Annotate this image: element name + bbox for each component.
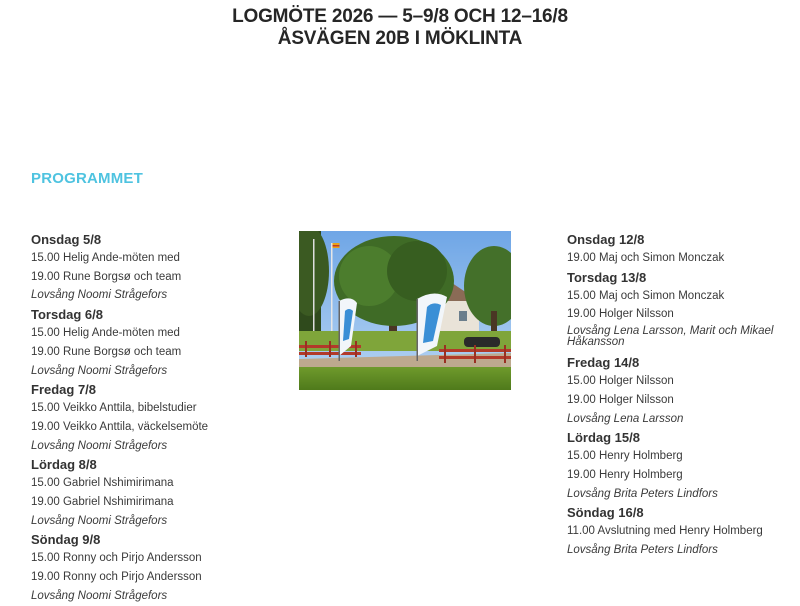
page-title-line-2: ÅSVÄGEN 20B I MÖKLINTA: [277, 28, 523, 49]
schedule-entry: 19.00 Maj och Simon Monczak: [567, 252, 725, 264]
schedule-entry: 15.00 Veikko Anttila, bibelstudier: [31, 402, 197, 415]
day-heading: Torsdag 6/8: [31, 307, 104, 323]
schedule-entry: 15.00 Helig Ande-möten med: [31, 252, 180, 264]
schedule-entry: 19.00 Rune Borgsø och team: [31, 270, 182, 283]
page-title-line-1: LOGMÖTE 2026 — 5–9/8 OCH 12–16/8: [232, 6, 568, 27]
schedule-week-1: [31, 230, 291, 606]
worship-leader: Lovsång Noomi Strågefors: [31, 589, 168, 602]
schedule-entry: 19.00 Henry Holmberg: [567, 468, 683, 481]
day-heading: Fredag 7/8: [31, 382, 97, 398]
day-heading: Lördag 8/8: [31, 457, 97, 473]
worship-leader: Lovsång Noomi Strågefors: [31, 514, 168, 527]
day-block: [567, 353, 797, 428]
day-heading: Söndag 9/8: [31, 532, 101, 548]
day-block: [31, 380, 291, 455]
day-block: [567, 428, 797, 503]
schedule-entry: 15.00 Henry Holmberg: [567, 450, 683, 463]
day-block: [567, 268, 797, 353]
schedule-entry: 19.00 Ronny och Pirjo Andersson: [31, 571, 202, 584]
schedule-entry: 15.00 Ronny och Pirjo Andersson: [31, 552, 202, 565]
section-heading: PROGRAMMET: [31, 170, 143, 187]
schedule-entry: 19.00 Gabriel Nshimirimana: [31, 496, 174, 509]
worship-leader: Lovsång Lena Larsson, Marit och Mikael Håkansson: [567, 325, 774, 349]
day-heading: Onsdag 5/8: [31, 232, 102, 247]
worship-leader: Lovsång Noomi Strågefors: [31, 364, 168, 377]
schedule-entry: 19.00 Veikko Anttila, väckelsemöte: [31, 420, 209, 433]
worship-leader: Lovsång Brita Peters Lindfors: [567, 487, 718, 500]
worship-leader: Lovsång Noomi Strågefors: [31, 289, 168, 302]
schedule-entry: 19.00 Holger Nilsson: [567, 308, 674, 321]
event-photo-image: [299, 231, 511, 390]
schedule-entry: 15.00 Gabriel Nshimirimana: [31, 477, 174, 490]
schedule-entry: 15.00 Holger Nilsson: [567, 375, 674, 388]
day-block: [31, 530, 291, 605]
day-block: [31, 455, 291, 530]
day-block: [567, 230, 797, 268]
schedule-entry: 15.00 Helig Ande-möten med: [31, 327, 180, 340]
day-block: [567, 503, 797, 559]
day-heading: Fredag 14/8: [567, 355, 640, 371]
day-heading: Onsdag 12/8: [567, 232, 645, 247]
worship-leader: Lovsång Lena Larsson: [567, 412, 684, 425]
event-photo: [299, 231, 511, 390]
day-heading: Lördag 15/8: [567, 430, 640, 446]
day-heading: Söndag 16/8: [567, 505, 644, 521]
schedule-entry: 19.00 Rune Borgsø och team: [31, 345, 182, 358]
page-title: [0, 6, 800, 50]
schedule-entry: 15.00 Maj och Simon Monczak: [567, 289, 725, 302]
schedule-week-2: [567, 230, 797, 560]
day-block: [31, 305, 291, 380]
schedule-entry: 11.00 Avslutning med Henry Holmberg: [567, 525, 763, 538]
schedule-entry: 19.00 Holger Nilsson: [567, 393, 674, 406]
worship-leader: Lovsång Noomi Strågefors: [31, 439, 168, 452]
day-block: [31, 230, 291, 305]
worship-leader: Lovsång Brita Peters Lindfors: [567, 544, 718, 557]
day-heading: Torsdag 13/8: [567, 269, 647, 285]
